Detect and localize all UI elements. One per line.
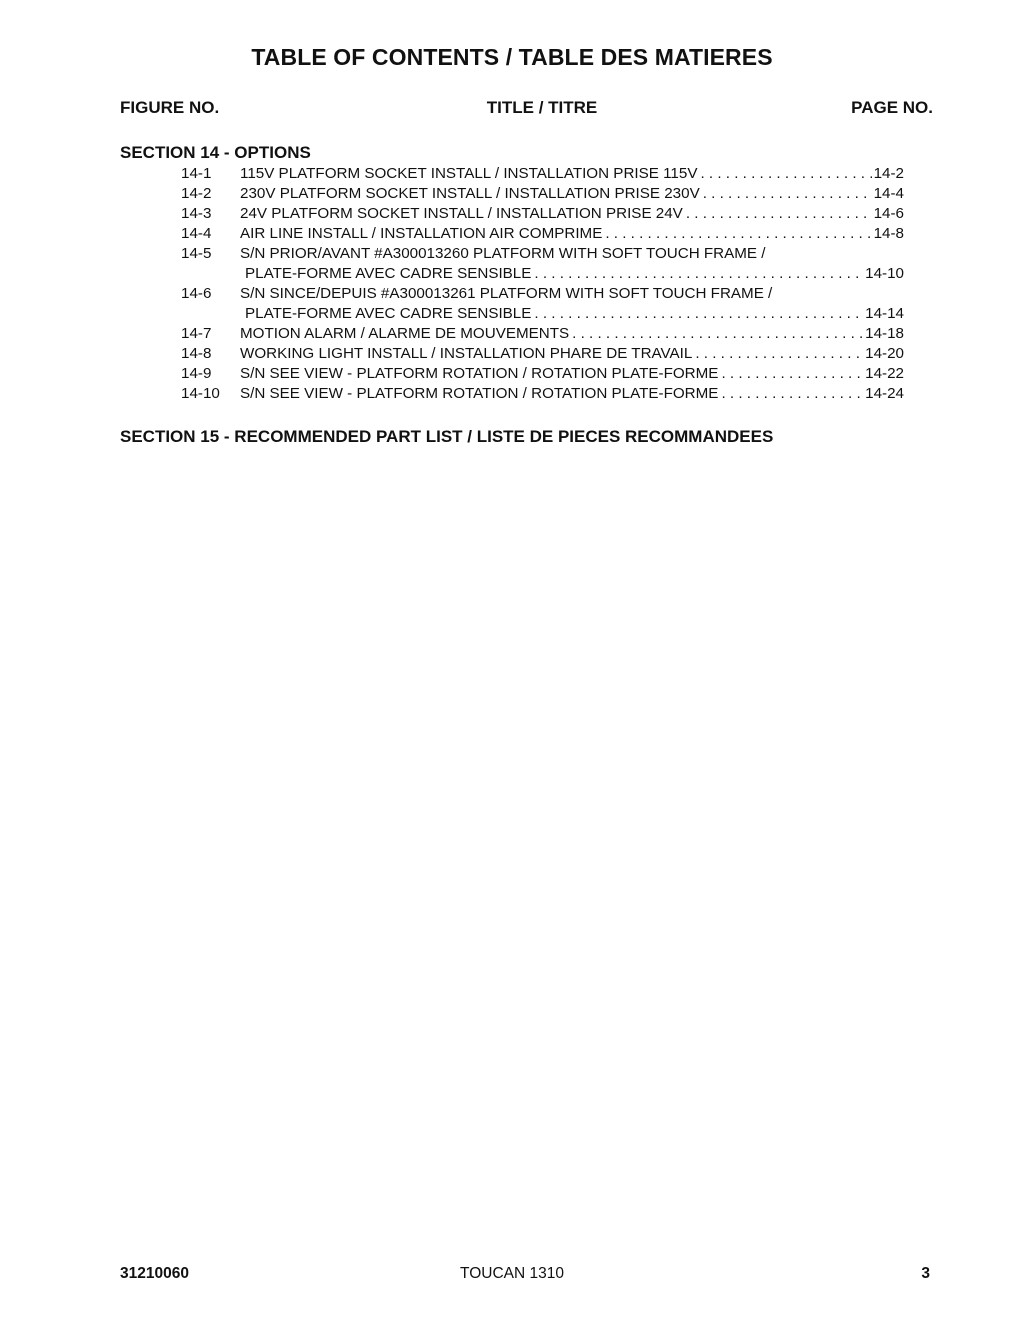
dot-leader	[605, 224, 871, 244]
toc-entry[interactable]	[0, 384, 1024, 404]
toc-entry[interactable]	[0, 324, 1024, 344]
column-header-page: PAGE NO.	[851, 98, 933, 117]
page-number: 14-22	[865, 365, 904, 382]
entry-leader	[240, 364, 904, 384]
toc-entry-continuation[interactable]	[0, 304, 1024, 324]
toc-entry[interactable]	[0, 284, 1024, 304]
toc-entry[interactable]	[0, 364, 1024, 384]
dot-leader	[700, 164, 871, 184]
page-number: 14-4	[873, 185, 904, 202]
dot-leader	[695, 344, 863, 364]
page-number: 14-8	[873, 225, 904, 242]
entry-leader	[240, 184, 904, 204]
entry-title: MOTION ALARM / ALARME DE MOUVEMENTS	[240, 325, 570, 342]
entry-leader	[240, 344, 904, 364]
entry-title: S/N SEE VIEW - PLATFORM ROTATION / ROTATION PLATE-FORME	[240, 385, 719, 402]
dot-leader	[686, 204, 872, 224]
page-number: 14-14	[865, 305, 904, 322]
entry-title: 230V PLATFORM SOCKET INSTALL / INSTALLATION PRISE 230V	[240, 185, 700, 202]
page-number: 14-2	[873, 165, 904, 182]
column-header-figure: FIGURE NO.	[120, 98, 220, 117]
entry-title: S/N SINCE/DEPUIS #A300013261 PLATFORM WITH SOFT TOUCH FRAME /	[240, 285, 773, 302]
entry-title-continued: PLATE-FORME AVEC CADRE SENSIBLE	[245, 305, 532, 322]
column-header-title: TITLE / TITRE	[486, 98, 598, 117]
dot-leader	[534, 264, 863, 284]
figure-number: 14-4	[181, 225, 212, 242]
dot-leader	[721, 364, 863, 384]
entry-leader	[245, 304, 904, 324]
figure-number: 14-5	[181, 245, 212, 262]
page-number: 14-10	[865, 265, 904, 282]
footer-model: TOUCAN 1310	[460, 1265, 564, 1282]
entry-leader	[240, 224, 904, 244]
section-heading-14: SECTION 14 - OPTIONS	[120, 143, 311, 162]
entry-leader	[240, 164, 904, 184]
figure-number: 14-1	[181, 165, 212, 182]
dot-leader	[572, 324, 863, 344]
entry-leader	[240, 324, 904, 344]
page-number: 14-6	[873, 205, 904, 222]
page-number: 14-20	[865, 345, 904, 362]
toc-entry[interactable]	[0, 184, 1024, 204]
figure-number: 14-9	[181, 365, 212, 382]
figure-number: 14-7	[181, 325, 212, 342]
page-number: 14-18	[865, 325, 904, 342]
entry-title: 24V PLATFORM SOCKET INSTALL / INSTALLATION PRISE 24V	[240, 205, 683, 222]
entry-title-continued: PLATE-FORME AVEC CADRE SENSIBLE	[245, 265, 532, 282]
entry-title: WORKING LIGHT INSTALL / INSTALLATION PHARE DE TRAVAIL	[240, 345, 693, 362]
figure-number: 14-2	[181, 185, 212, 202]
toc-entry[interactable]	[0, 244, 1024, 264]
toc-entry[interactable]	[0, 224, 1024, 244]
toc-entry[interactable]	[0, 204, 1024, 224]
figure-number: 14-3	[181, 205, 212, 222]
entry-title: 115V PLATFORM SOCKET INSTALL / INSTALLATION PRISE 115V	[240, 165, 698, 182]
entry-title: S/N SEE VIEW - PLATFORM ROTATION / ROTATION PLATE-FORME	[240, 365, 719, 382]
page-number: 14-24	[865, 385, 904, 402]
figure-number: 14-6	[181, 285, 212, 302]
toc-entry[interactable]	[0, 164, 1024, 184]
entry-leader	[245, 264, 904, 284]
footer-page-number: 3	[921, 1265, 930, 1282]
entry-title: AIR LINE INSTALL / INSTALLATION AIR COMPRIME	[240, 225, 603, 242]
entry-title: S/N PRIOR/AVANT #A300013260 PLATFORM WITH SOFT TOUCH FRAME /	[240, 245, 766, 262]
figure-number: 14-8	[181, 345, 212, 362]
toc-entries	[0, 164, 1024, 404]
footer-doc-number: 31210060	[120, 1265, 189, 1282]
section-heading-15: SECTION 15 - RECOMMENDED PART LIST / LISTE DE PIECES RECOMMANDEES	[120, 427, 774, 446]
toc-entry-continuation[interactable]	[0, 264, 1024, 284]
toc-entry[interactable]	[0, 344, 1024, 364]
dot-leader	[534, 304, 863, 324]
dot-leader	[721, 384, 863, 404]
figure-number: 14-10	[181, 385, 220, 402]
dot-leader	[703, 184, 872, 204]
entry-leader	[240, 204, 904, 224]
entry-leader	[240, 384, 904, 404]
page-title: TABLE OF CONTENTS / TABLE DES MATIERES	[251, 44, 773, 70]
